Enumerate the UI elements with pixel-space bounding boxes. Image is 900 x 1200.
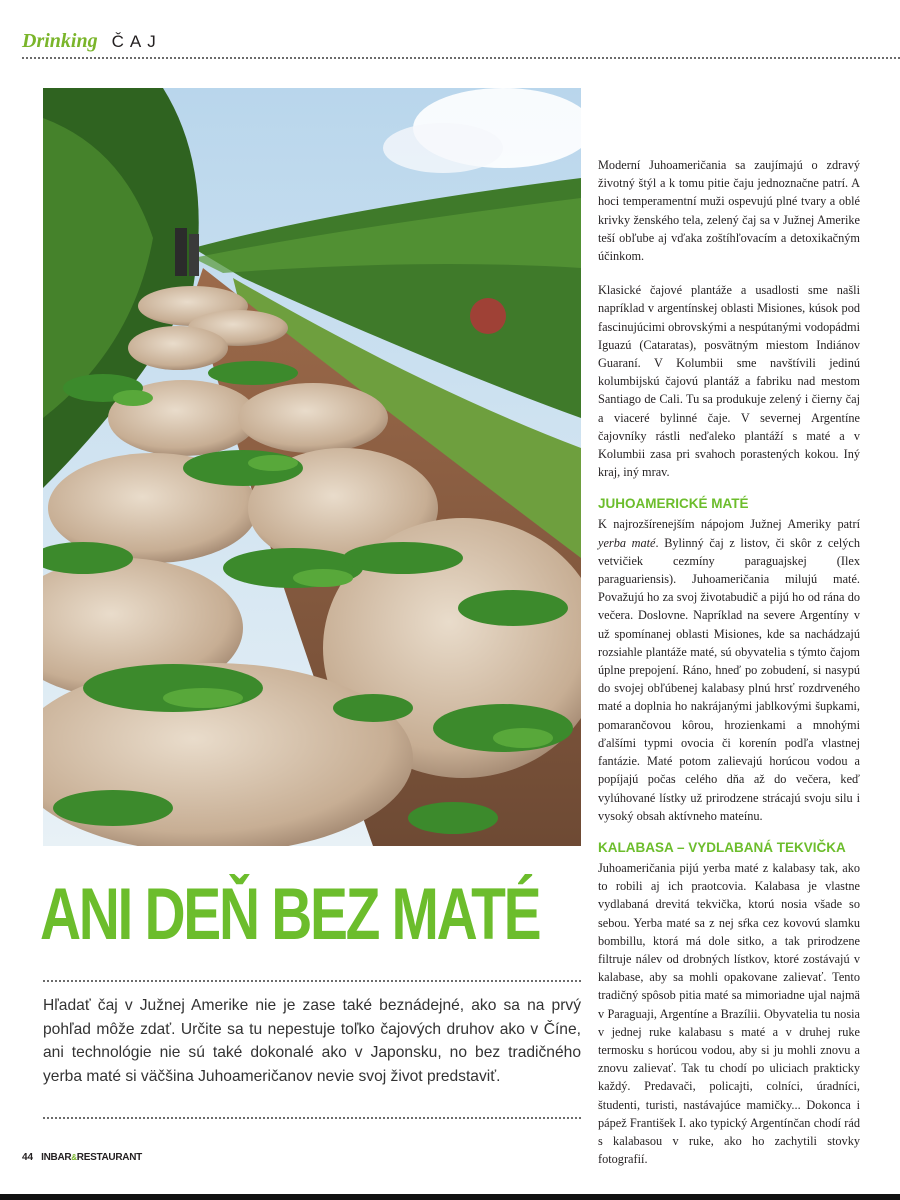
lead-divider-bottom — [43, 1117, 581, 1119]
body-paragraph-4: Juhoameričania pijú yerba maté z kalabasy tak, ako to robili aj ich praotcovia. Kalabasa je vlastne vydlabaná drevitá tekvička, ktorú nosia všade so sebou. Yerba maté sa z nej sŕka cez kovovú slamku bombillu, ktorá má dole sitko, a tak prirodzene filtruje nálev od drobných lístkov, ktoré zostávajú v kalabase, aby sa mohli opakovane zalievať. Tento tradičný spôsob pitia maté sa mimoriadne ujal najmä v Paraguaji, Argentíne a Brazílii. Obyvatelia tu nosia v jednej ruke kalabasu s maté a v druhej ruke termosku s horúcou vodou, aby si ju mohli znovu a znovu zalievať. Tak tu chodí po uliciach prakticky každý. Predavači, policajti, colníci, úradníci, študenti, turisti, nastávajúce mamičky... Dokonca i pápež František I. ako typický Argentínčan chodí rád s kalabasou v ruke, ako ho zachytili stovky fotografií. — [598, 860, 860, 1167]
article-photo — [43, 88, 581, 846]
article-body — [598, 156, 860, 1184]
header-divider — [22, 57, 900, 59]
article-lead: Hľadať čaj v Južnej Amerike nie je zase také beznádejné, ako sa na prvý pohľad môže zdať. Určite sa tu nepestuje toľko čajových druhov ako v Číne, ani technológie nie sú také dokonalé ako v Japonsku, no bez tradičného yerba maté si väčšina Juhoameričanov nevie svoj život predstaviť. — [43, 997, 581, 1085]
page-footer — [22, 1152, 142, 1170]
magazine-brand: INBAR&RESTAURANT — [41, 1152, 142, 1163]
section-title: Drinking — [22, 30, 98, 52]
body-paragraph-3: K najrozšírenejším nápojom Južnej Ameriky patrí yerba maté. Bylinný čaj z listov, či skôr z celých vetvičiek cezmíny paraguajskej (Ilex paraguariensis). Juhoameričania milujú maté. Považujú ho za svoj životabudič a pijú ho od rána do večera. Doslovne. Napríklad na severe Argentíny v už spomínanej oblasti Misiones, kde sa nachádzajú rozsiahle plantáže maté, sú obyvatelia s týmto čajom úplne prepojení. Ráno, hneď po zobudení, si nasypú do svojej obľúbenej kalabasy plnú hrsť rozdrveného maté a doplnia ho nakrájanými jablkovými šupkami, pomarančovou kôrou, hrozienkami a mnohými ďalšími typmi ovocia či korenín podľa vlastnej fantázie. Maté potom zalievajú horúcou vodou a popíjajú počas celého dňa až do večera, keď vylúhované lístky už prirodzene strácajú svoju silu i vysoký obsah aktívneho mateínu. — [598, 517, 861, 823]
emphasis-yerba-mate: yerba maté — [598, 535, 656, 550]
article-headline: ANI DEŇ BEZ MATÉ — [40, 874, 540, 955]
lead-divider-top — [43, 980, 581, 982]
subheading-juhoamericke-mate: JUHOAMERICKÉ MATÉ — [598, 496, 749, 512]
section-subtitle: ČAJ — [111, 32, 162, 51]
body-paragraph-1: Moderní Juhoameričania sa zaujímajú o zdravý životný štýl a k tomu pitie čaju jednoznačne patrí. A hoci temperamentní muži ospevujú plné tvary a oblé krivky ženského tela, zelený čaj sa v Južnej Amerike teší obľube aj vďaka zoštíhľovacím a detoxikačným účinkom. — [598, 158, 860, 264]
page-number: 44 — [22, 1152, 34, 1163]
body-paragraph-2: Klasické čajové plantáže a usadlosti sme našli napríklad v argentínskej oblasti Misiones, kúsok pod fascinujúcimi obrovskými a nespútanými vodopádmi Iguazú (Cataratas), posvätným miestom Indiánov Guaraní. V Kolumbii sme navštívili jedinú kolumbijskú čajovú plantáž a fabriku nad mestom Santiago de Cali. Tu sa produkuje zelený i čierny čaj a viaceré bylinné čaje. V severnej Argentíne čajovníky rástli neďaleko plantáží s maté a v Kolumbii zasa pri svahoch porastených kokou. Iný kraj, iný mrav. — [598, 283, 860, 480]
bottom-edge-bar — [0, 1194, 900, 1200]
page-header — [22, 30, 900, 60]
subheading-kalabasa: KALABASA – VYDLABANÁ TEKVIČKA — [598, 839, 846, 855]
